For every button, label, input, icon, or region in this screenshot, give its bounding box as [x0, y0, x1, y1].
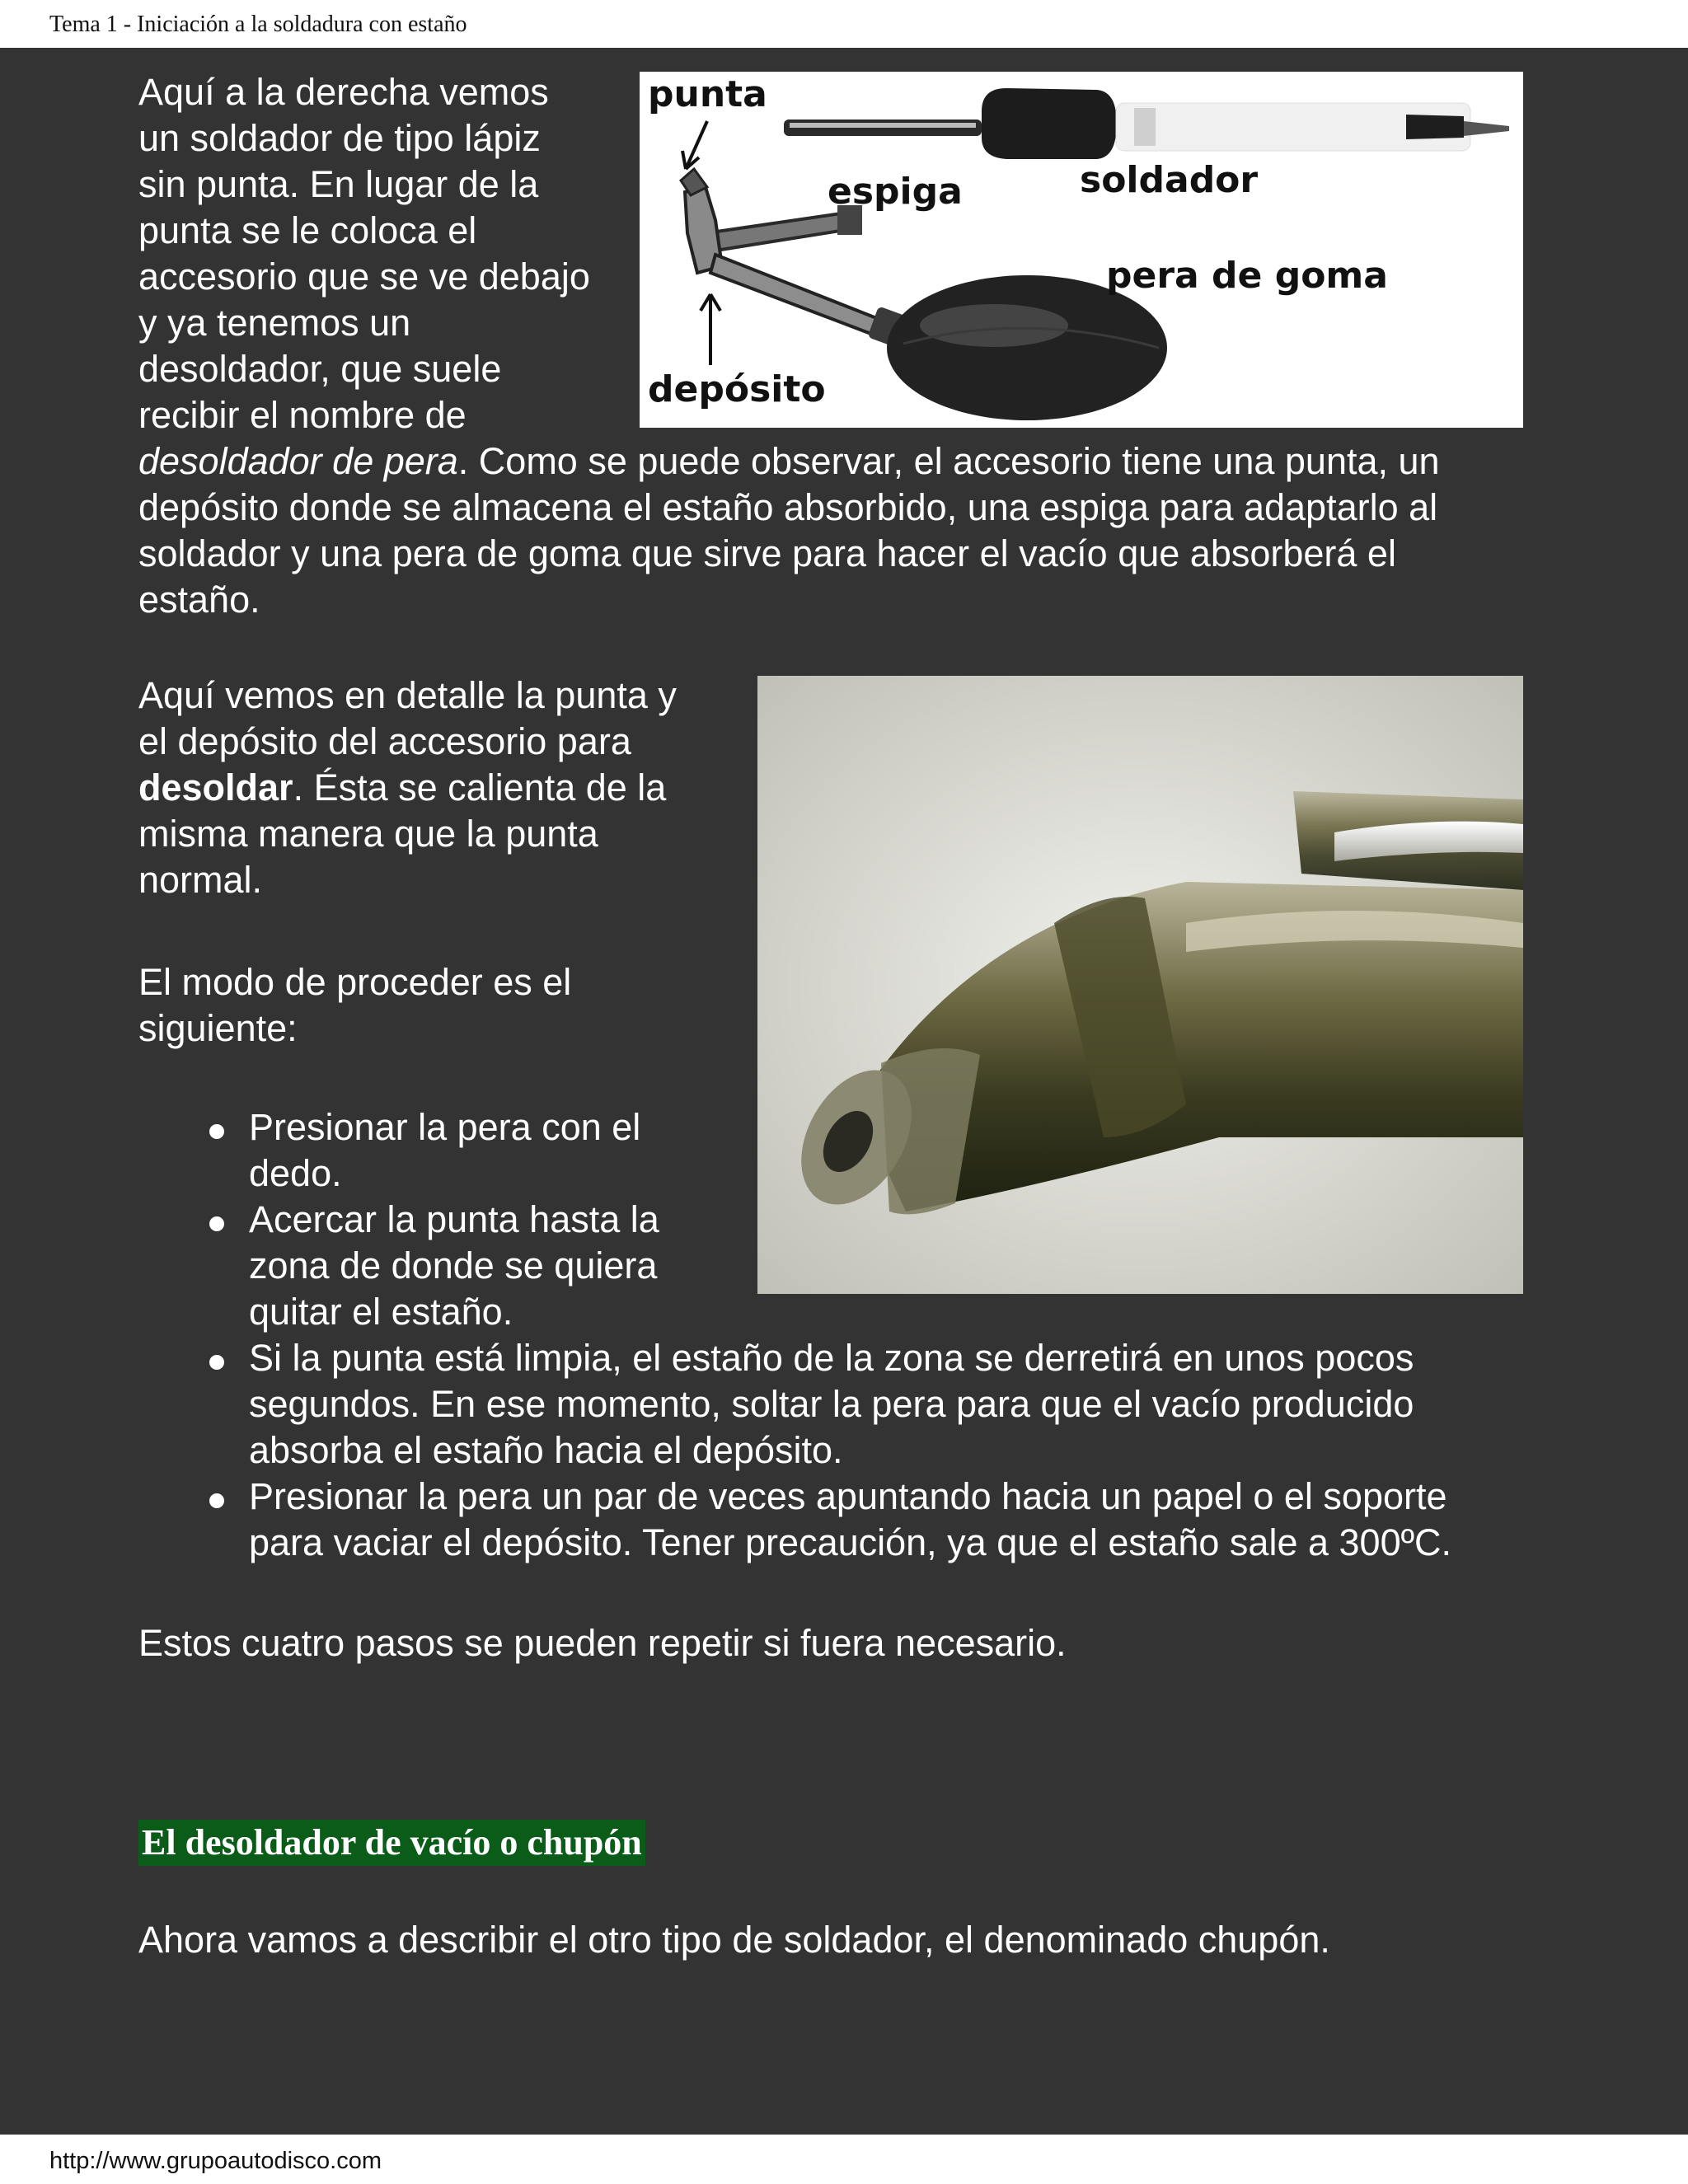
bullet-icon: [209, 1216, 224, 1231]
intro-line-rest: . Como se puede observar, el accesorio tiene una punta, un: [457, 440, 1440, 482]
diagram-drawing: [640, 72, 1523, 428]
step-line: dedo.: [249, 1152, 342, 1194]
detail-line: normal.: [138, 859, 263, 901]
step-line: quitar el estaño.: [249, 1291, 513, 1333]
step-line: segundos. En ese momento, soltar la pera para que el vacío producido: [249, 1383, 1414, 1425]
iron-shaft-highlight: [790, 123, 976, 128]
detail-line: Aquí vemos en detalle la punta y: [138, 674, 677, 716]
page-header: [0, 0, 1688, 48]
section-heading-vacuum-desoldering: El desoldador de vacío o chupón: [138, 1820, 645, 1866]
intro-line: recibir el nombre de: [138, 394, 467, 436]
label-pera-de-goma: pera de goma: [1106, 255, 1388, 297]
intro-line: un soldador de tipo lápiz: [138, 117, 541, 159]
intro-line: soldador y una pera de goma que sirve para hacer el vacío que absorberá el: [138, 532, 1396, 574]
detail-paragraph: [138, 673, 732, 903]
detail-line-rest: . Ésta se calienta de la: [293, 766, 667, 808]
step-line: Acercar la punta hasta la: [249, 1198, 659, 1240]
label-deposito: depósito: [648, 368, 826, 410]
iron-cable-sleeve: [1406, 115, 1464, 139]
procedure-steps-list: [138, 1104, 1540, 1566]
step-line: Presionar la pera con el: [249, 1106, 641, 1148]
intro-line: estaño.: [138, 579, 260, 621]
repeat-note: Estos cuatro pasos se pueden repetir si fuera necesario.: [138, 1622, 1067, 1664]
procedure-step: [138, 1197, 1540, 1335]
intro-line: y ya tenemos un: [138, 302, 411, 344]
procedure-line: El modo de proceder es el: [138, 961, 572, 1003]
step-line: Presionar la pera un par de veces apuntando hacia un papel o el soporte: [249, 1475, 1447, 1517]
intro-line: depósito donde se almacena el estaño absorbido, una espiga para adaptarlo al: [138, 486, 1438, 528]
detail-line-with-term: [138, 765, 732, 811]
procedure-step: [138, 1335, 1540, 1474]
intro-line: punta se le coloca el: [138, 209, 477, 251]
step-line: para vaciar el depósito. Tener precaución, ya que el estaño sale a 300ºC.: [249, 1521, 1452, 1563]
page-footer: [0, 2135, 1688, 2184]
label-espiga: espiga: [828, 171, 963, 213]
label-soldador: soldador: [1080, 159, 1259, 201]
rubber-bulb: [887, 275, 1167, 420]
intro-line-with-term: [138, 438, 1540, 485]
iron-grip: [982, 88, 1116, 159]
tube: [710, 255, 879, 335]
footer-url[interactable]: http://www.grupoautodisco.com: [49, 2148, 382, 2174]
header-title: Tema 1 - Iniciación a la soldadura con estaño: [49, 12, 467, 37]
detail-line: el depósito del accesorio para: [138, 720, 631, 762]
desoldar-term: desoldar: [138, 766, 293, 808]
desoldering-iron-diagram: [640, 72, 1523, 428]
spigot: [706, 212, 856, 251]
bullet-icon: [209, 1355, 224, 1370]
punta-arrow: [686, 121, 707, 169]
intro-line: Aquí a la derecha vemos: [138, 71, 549, 113]
iron-cable: [1464, 121, 1509, 136]
procedure-line: siguiente:: [138, 1007, 298, 1049]
step-line: zona de donde se quiera: [249, 1244, 658, 1286]
bulb-highlight: [920, 304, 1068, 347]
iron-handle-band: [1134, 108, 1156, 146]
detail-line: misma manera que la punta: [138, 813, 598, 855]
label-punta: punta: [648, 73, 767, 115]
chupon-intro: Ahora vamos a describir el otro tipo de soldador, el denominado chupón.: [138, 1919, 1330, 1961]
step-line: absorba el estaño hacia el depósito.: [249, 1429, 843, 1471]
desoldador-de-pera-term: desoldador de pera: [138, 440, 458, 482]
step-line: Si la punta está limpia, el estaño de la zona se derretirá en unos pocos: [249, 1337, 1414, 1379]
bullet-icon: [209, 1493, 224, 1508]
intro-line: accesorio que se ve debajo: [138, 255, 590, 298]
bullet-icon: [209, 1124, 224, 1139]
intro-line: sin punta. En lugar de la: [138, 163, 539, 205]
procedure-step: [138, 1104, 1540, 1197]
intro-line: desoldador, que suele: [138, 348, 502, 390]
procedure-step: [138, 1474, 1540, 1566]
procedure-intro: [138, 959, 732, 1052]
